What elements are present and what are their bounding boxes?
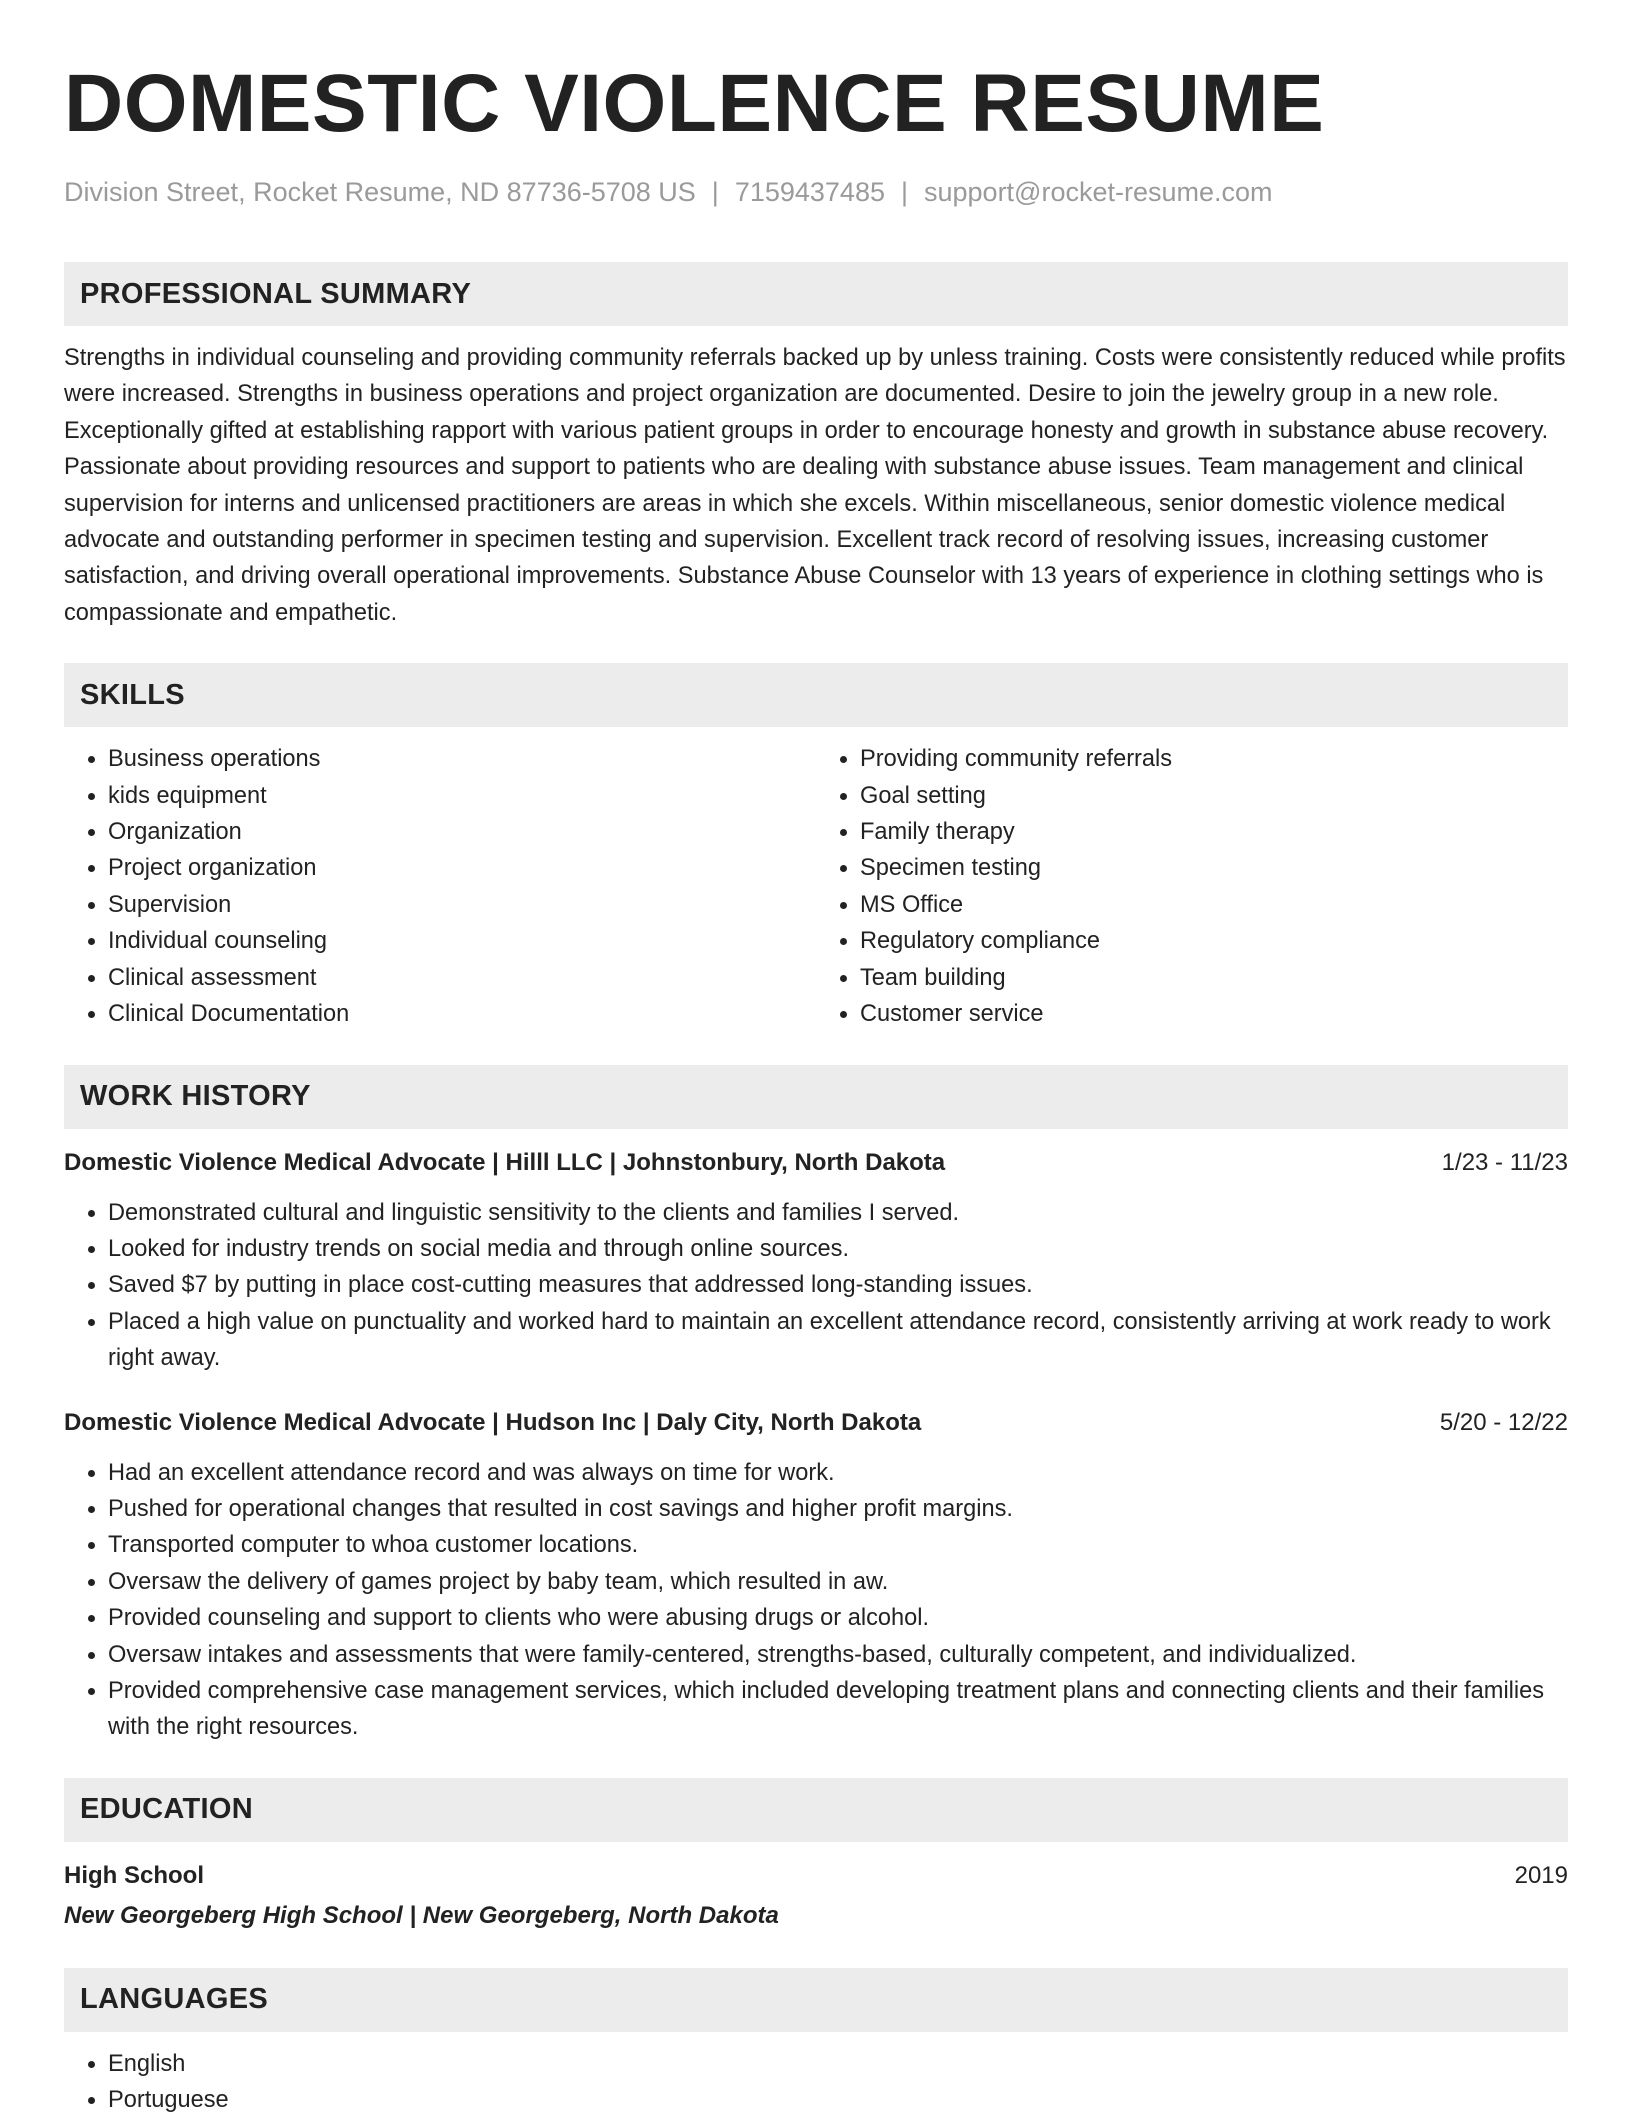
summary-text: Strengths in individual counseling and providing community referrals backed up by unless training. Costs were consistently reduced while profits were increased. Strengths in business operations and project organization are documented. Desire to join the jewelry group in a new role. Exceptionally gifted at establishing rapport with various patient groups in order to encourage honesty and growth in substance abuse recovery. Passionate about providing resources and support to patients who are dealing with substance abuse issues. Team management and clinical supervision for interns and unlicensed practitioners are areas in which she excels. Within miscellaneous, senior domestic violence medical advocate and outstanding performer in specimen testing and supervision. Excellent track record of resolving issues, increasing customer satisfaction, and driving overall operational improvements. Substance Abuse Counselor with 13 years of experience in clothing settings who is compassionate and empathetic.	[64, 345, 1566, 626]
job-bullet: • Pushed for operational changes that resulted in cost savings and higher profit margins.	[108, 1491, 1568, 1527]
skill-item: • Project organization	[108, 850, 816, 886]
job-dates: 1/23 - 11/23	[1441, 1148, 1568, 1176]
job-title: Domestic Violence Medical Advocate | Hilll LLC | Johnstonbury, North Dakota	[64, 1148, 946, 1176]
skill-item: • Regulatory compliance	[860, 923, 1568, 959]
skill-item: • Organization	[108, 814, 816, 850]
section-heading-languages: LANGUAGES	[64, 1968, 1568, 2032]
job-bullet: • Oversaw intakes and assessments that were family-centered, strengths-based, culturally competent, and individualized.	[108, 1637, 1568, 1673]
language-item: • Portuguese	[108, 2082, 1568, 2118]
skills-column-left	[64, 741, 816, 1032]
job-header	[64, 1145, 1568, 1181]
skill-item: • Specimen testing	[860, 850, 1568, 886]
job-bullet: • Provided counseling and support to clients who were abusing drugs or alcohol.	[108, 1600, 1568, 1636]
skill-item: • Goal setting	[860, 778, 1568, 814]
job-dates: 5/20 - 12/22	[1439, 1408, 1568, 1436]
job-title: Domestic Violence Medical Advocate | Hudson Inc | Daly City, North Dakota	[64, 1408, 922, 1436]
skill-item: • Clinical Documentation	[108, 996, 816, 1032]
section-heading-summary: PROFESSIONAL SUMMARY	[64, 262, 1568, 326]
contact-address: Division Street, Rocket Resume, ND 87736-5708 US	[64, 177, 696, 207]
skill-item: • Individual counseling	[108, 923, 816, 959]
skills-column-right	[816, 741, 1568, 1032]
resume-title: DOMESTIC VIOLENCE RESUME	[64, 58, 1325, 149]
contact-separator: |	[711, 177, 719, 207]
job-bullets	[64, 1455, 1568, 1746]
job-bullet: • Placed a high value on punctuality and worked hard to maintain an excellent attendance record, consistently arriving at work ready to work right away.	[108, 1304, 1568, 1377]
job-bullet: • Oversaw the delivery of games project by baby team, which resulted in aw.	[108, 1564, 1568, 1600]
job-bullet: • Had an excellent attendance record and was always on time for work.	[108, 1455, 1568, 1491]
skill-item: • Clinical assessment	[108, 960, 816, 996]
job-bullet: • Looked for industry trends on social media and through online sources.	[108, 1231, 1568, 1267]
job-header	[64, 1405, 1568, 1441]
contact-line	[64, 174, 1568, 210]
section-heading-skills: SKILLS	[64, 663, 1568, 727]
section-heading-work-history: WORK HISTORY	[64, 1065, 1568, 1129]
languages-list	[64, 2046, 1568, 2119]
skill-item: • kids equipment	[108, 778, 816, 814]
skill-item: • Providing community referrals	[860, 741, 1568, 777]
contact-phone: 7159437485	[734, 177, 885, 207]
education-degree: High School	[64, 1861, 204, 1889]
education-school: New Georgeberg High School | New Georgeberg, North Dakota	[64, 1901, 779, 1929]
job-bullets	[64, 1195, 1568, 1377]
contact-email: support@rocket-resume.com	[924, 177, 1273, 207]
skills-grid	[64, 741, 1568, 1032]
language-item: • English	[108, 2046, 1568, 2082]
contact-separator: |	[900, 177, 908, 207]
education-header	[64, 1858, 1568, 1894]
education-year: 2019	[1514, 1861, 1568, 1889]
skill-item: • Business operations	[108, 741, 816, 777]
skill-item: • Customer service	[860, 996, 1568, 1032]
job-bullet: • Provided comprehensive case management services, which included developing treatment plans and connecting clients and their families with the right resources.	[108, 1673, 1568, 1746]
job-bullet: • Saved $7 by putting in place cost-cutting measures that addressed long-standing issues.	[108, 1267, 1568, 1303]
skill-item: • MS Office	[860, 887, 1568, 923]
job-bullet: • Transported computer to whoa customer locations.	[108, 1527, 1568, 1563]
skill-item: • Supervision	[108, 887, 816, 923]
job-bullet: • Demonstrated cultural and linguistic sensitivity to the clients and families I served.	[108, 1195, 1568, 1231]
skill-item: • Team building	[860, 960, 1568, 996]
skill-item: • Family therapy	[860, 814, 1568, 850]
section-heading-education: EDUCATION	[64, 1778, 1568, 1842]
